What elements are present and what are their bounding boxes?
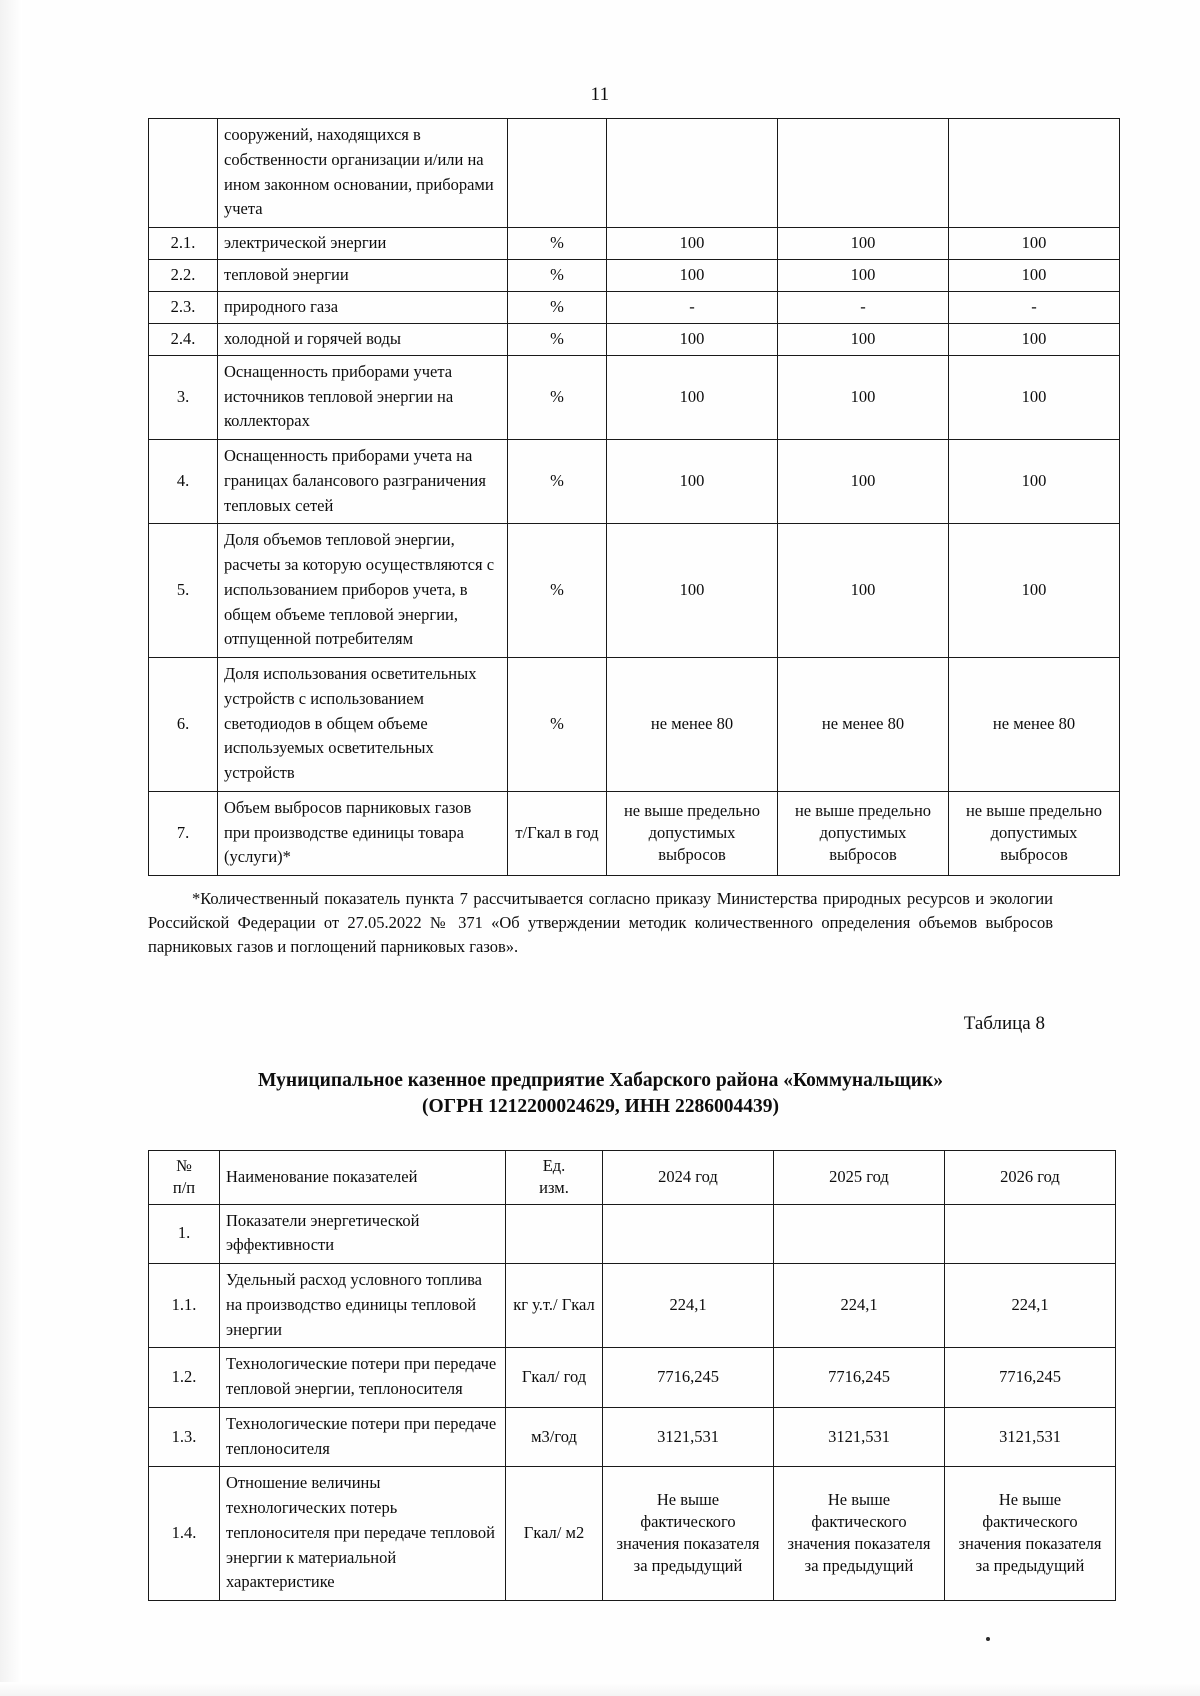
row-value-2024: Не выше фактического значения показателя за предыдущий <box>603 1467 774 1601</box>
row-value-2026: 100 <box>949 524 1120 658</box>
row-unit: % <box>508 228 607 260</box>
row-value-2024: 100 <box>607 323 778 355</box>
row-value-2025: 100 <box>778 524 949 658</box>
row-value-2024: 100 <box>607 524 778 658</box>
row-value-2025: 100 <box>778 323 949 355</box>
row-value-2025: 224,1 <box>774 1264 945 1348</box>
scan-artifact-dot <box>986 1637 990 1641</box>
table-row <box>149 658 1120 792</box>
page-content <box>148 118 1103 1601</box>
scan-edge-left <box>0 0 22 1696</box>
row-indicator-name: Отношение величины технологических потерь теплоносителя при передаче тепловой энергии к материальной характеристике <box>220 1467 506 1601</box>
row-unit: % <box>508 355 607 439</box>
row-value-2024: 100 <box>607 440 778 524</box>
row-value-2026: 3121,531 <box>945 1407 1116 1467</box>
row-value-2026: 100 <box>949 323 1120 355</box>
table-row <box>149 1264 1116 1348</box>
table-row <box>149 119 1120 228</box>
row-unit <box>508 119 607 228</box>
row-value-2026: 7716,245 <box>945 1348 1116 1408</box>
row-unit: % <box>508 291 607 323</box>
header-unit-line1: Ед. <box>542 1155 566 1175</box>
row-unit: % <box>508 658 607 792</box>
header-unit-line2: изм. <box>539 1177 569 1197</box>
row-indicator-name: Оснащенность приборами учета источников тепловой энергии на коллекторах <box>218 355 508 439</box>
row-value-2026: Не выше фактического значения показателя за предыдущий <box>945 1467 1116 1601</box>
row-unit: % <box>508 259 607 291</box>
row-number: 2.2. <box>149 259 218 291</box>
table-7-continued <box>148 118 1120 876</box>
row-value-2025: - <box>778 291 949 323</box>
row-value-2026 <box>945 1204 1116 1264</box>
table-row <box>149 440 1120 524</box>
table-row <box>149 1348 1116 1408</box>
row-value-2024: 100 <box>607 355 778 439</box>
table-row <box>149 355 1120 439</box>
row-number: 7. <box>149 791 218 875</box>
row-indicator-name: тепловой энергии <box>218 259 508 291</box>
row-unit: т/Гкал в год <box>508 791 607 875</box>
row-value-2024: 7716,245 <box>603 1348 774 1408</box>
row-value-2025: 100 <box>778 355 949 439</box>
row-value-2024: 3121,531 <box>603 1407 774 1467</box>
row-value-2024: 224,1 <box>603 1264 774 1348</box>
organization-title-line2: (ОГРН 1212200024629, ИНН 2286004439) <box>422 1095 779 1117</box>
row-number: 1. <box>149 1204 220 1264</box>
row-value-2025: 3121,531 <box>774 1407 945 1467</box>
row-value-2025: не менее 80 <box>778 658 949 792</box>
header-indicator-name: Наименование показателей <box>220 1150 506 1204</box>
row-value-2025: не выше предельно допустимых выбросов <box>778 791 949 875</box>
row-unit: % <box>508 440 607 524</box>
row-indicator-name: Доля объемов тепловой энергии, расчеты за которую осуществляются с использованием приборов учета, в общем объеме тепловой энергии, отпущенной потребителям <box>218 524 508 658</box>
table-header-row <box>149 1150 1116 1204</box>
row-number: 1.1. <box>149 1264 220 1348</box>
row-number: 1.3. <box>149 1407 220 1467</box>
header-number-line1: № <box>176 1155 192 1175</box>
row-value-2026: - <box>949 291 1120 323</box>
row-indicator-name: Удельный расход условного топлива на производство единицы тепловой энергии <box>220 1264 506 1348</box>
row-value-2024 <box>603 1204 774 1264</box>
row-number: 2.1. <box>149 228 218 260</box>
row-value-2026: 224,1 <box>945 1264 1116 1348</box>
scan-edge-bottom <box>0 1682 1200 1696</box>
header-number-line2: п/п <box>172 1177 196 1197</box>
row-unit <box>506 1204 603 1264</box>
row-indicator-name: Показатели энергетической эффективности <box>220 1204 506 1264</box>
table-label: Таблица 8 <box>963 1013 1045 1035</box>
row-indicator-name: электрической энергии <box>218 228 508 260</box>
row-indicator-name: Доля использования осветительных устройств с использованием светодиодов в общем объеме используемых осветительных устройств <box>218 658 508 792</box>
table-row <box>149 791 1120 875</box>
row-indicator-name: сооружений, находящихся в собственности организации и/или на ином законном основании, приборами учета <box>218 119 508 228</box>
row-indicator-name: Технологические потери при передаче теплоносителя <box>220 1407 506 1467</box>
row-indicator-name: Оснащенность приборами учета на границах балансового разграничения тепловых сетей <box>218 440 508 524</box>
row-value-2025 <box>778 119 949 228</box>
row-value-2024: не менее 80 <box>607 658 778 792</box>
row-value-2025: 100 <box>778 228 949 260</box>
header-year-2024: 2024 год <box>603 1150 774 1204</box>
row-unit: % <box>508 323 607 355</box>
row-value-2026: не менее 80 <box>949 658 1120 792</box>
row-value-2026: 100 <box>949 259 1120 291</box>
table-row <box>149 259 1120 291</box>
row-indicator-name: Объем выбросов парниковых газов при производстве единицы товара (услуги)* <box>218 791 508 875</box>
row-value-2026 <box>949 119 1120 228</box>
row-value-2026: 100 <box>949 440 1120 524</box>
row-number: 2.4. <box>149 323 218 355</box>
header-year-2025: 2025 год <box>774 1150 945 1204</box>
table-row <box>149 524 1120 658</box>
row-value-2024: 100 <box>607 259 778 291</box>
row-unit: Гкал/ год <box>506 1348 603 1408</box>
row-value-2024 <box>607 119 778 228</box>
page-number: 11 <box>590 84 610 105</box>
row-value-2026: не выше предельно допустимых выбросов <box>949 791 1120 875</box>
row-indicator-name: природного газа <box>218 291 508 323</box>
row-value-2024: 100 <box>607 228 778 260</box>
table-row <box>149 228 1120 260</box>
table-row <box>149 1407 1116 1467</box>
row-value-2026: 100 <box>949 228 1120 260</box>
table-row <box>149 1467 1116 1601</box>
table-row <box>149 323 1120 355</box>
header-number <box>149 1150 220 1204</box>
row-number: 4. <box>149 440 218 524</box>
row-value-2024: не выше предельно допустимых выбросов <box>607 791 778 875</box>
row-value-2025: 100 <box>778 259 949 291</box>
header-unit <box>506 1150 603 1204</box>
row-value-2024: - <box>607 291 778 323</box>
row-indicator-name: Технологические потери при передаче тепловой энергии, теплоносителя <box>220 1348 506 1408</box>
row-value-2026: 100 <box>949 355 1120 439</box>
table-row <box>149 1204 1116 1264</box>
row-unit: Гкал/ м2 <box>506 1467 603 1601</box>
row-number: 3. <box>149 355 218 439</box>
row-value-2025: 7716,245 <box>774 1348 945 1408</box>
row-value-2025: Не выше фактического значения показателя за предыдущий <box>774 1467 945 1601</box>
row-unit: кг у.т./ Гкал <box>506 1264 603 1348</box>
row-number: 2.3. <box>149 291 218 323</box>
row-number: 1.2. <box>149 1348 220 1408</box>
row-number: 1.4. <box>149 1467 220 1601</box>
row-value-2025: 100 <box>778 440 949 524</box>
row-number: 6. <box>149 658 218 792</box>
row-number <box>149 119 218 228</box>
row-number: 5. <box>149 524 218 658</box>
organization-title <box>148 1068 1053 1119</box>
row-unit: % <box>508 524 607 658</box>
row-indicator-name: холодной и горячей воды <box>218 323 508 355</box>
row-value-2025 <box>774 1204 945 1264</box>
footnote-text: *Количественный показатель пункта 7 рассчитывается согласно приказу Министерства природных ресурсов и экологии Российской Федерации от 27.05.2022 № 371 «Об утверждении методик количественного определения объемов выбросов парниковых газов и поглощений парниковых газов». <box>148 889 1053 957</box>
table-8 <box>148 1150 1116 1601</box>
table-row <box>149 291 1120 323</box>
row-unit: м3/год <box>506 1407 603 1467</box>
organization-title-line1: Муниципальное казенное предприятие Хабарского района «Коммунальщик» <box>258 1070 943 1092</box>
header-year-2026: 2026 год <box>945 1150 1116 1204</box>
